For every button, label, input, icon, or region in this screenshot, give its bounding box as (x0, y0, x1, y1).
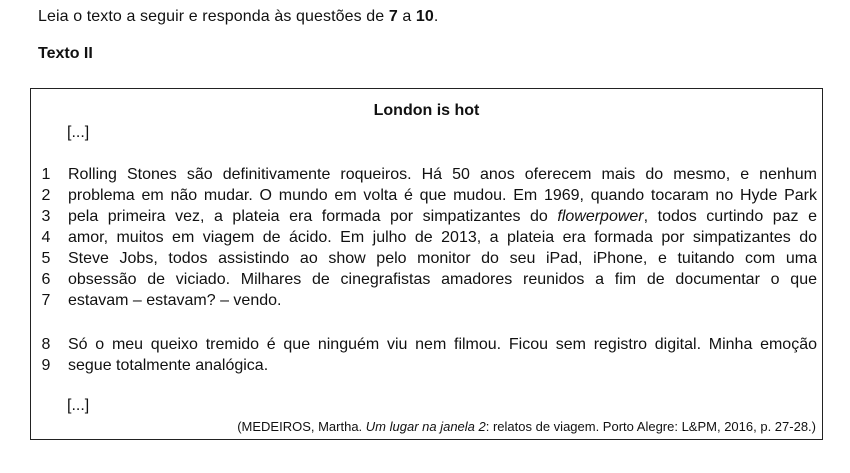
question-from: 7 (388, 8, 398, 25)
line-number: 8 (41, 336, 51, 353)
citation-book-title: Um lugar na janela 2 (365, 419, 486, 434)
line-text: Só o meu queixo tremido é que ninguém viu nem filmou. Ficou sem registro digital. Minha emoção (68, 336, 817, 353)
citation (237, 419, 816, 434)
ellipsis-bottom: [...] (67, 397, 90, 414)
question-to: 10 (415, 8, 434, 25)
italic-term: flowerpower (557, 208, 644, 225)
text-line (39, 206, 817, 227)
text-line (39, 248, 817, 269)
text-line (39, 164, 817, 185)
line-text (68, 206, 817, 227)
line-text: amor, muitos em viagem de ácido. Em julho de 2013, a plateia era formada por simpatizantes do (68, 229, 817, 246)
text-box (30, 88, 823, 440)
text-line (39, 290, 817, 311)
text-line (39, 355, 817, 376)
citation-pre: (MEDEIROS, Martha. (237, 419, 366, 434)
ellipsis-top: [...] (67, 124, 90, 141)
line-text: estavam – estavam? – vendo. (68, 292, 282, 309)
text-line (39, 334, 817, 355)
line-text: Steve Jobs, todos assistindo ao show pelo monitor do seu iPad, iPhone, e tuitando com uma (68, 250, 817, 267)
line-number: 1 (41, 166, 51, 183)
line-text-post: , todos curtindo paz e (643, 208, 817, 225)
text-title: London is hot (373, 102, 480, 119)
line-text-pre: pela primeira vez, a plateia era formada por simpatizantes do (68, 208, 558, 225)
text-line (39, 185, 817, 206)
line-number: 9 (41, 357, 51, 374)
line-number: 7 (41, 292, 51, 309)
line-number: 2 (41, 187, 51, 204)
line-text: problema em não mudar. O mundo em volta é que mudou. Em 1969, quando tocaram no Hyde Park (68, 187, 817, 204)
instruction-text (38, 8, 438, 26)
instruction-mid: a (397, 8, 416, 25)
line-text: segue totalmente analógica. (68, 357, 269, 374)
instruction-suffix: . (433, 8, 439, 25)
line-number: 6 (41, 271, 51, 288)
text-line (39, 269, 817, 290)
line-number: 4 (41, 229, 51, 246)
line-number: 5 (41, 250, 51, 267)
text-line (39, 227, 817, 248)
citation-post: : relatos de viagem. Porto Alegre: L&PM, 2016, p. 27-28.) (485, 419, 816, 434)
line-text: Rolling Stones são definitivamente roqueiros. Há 50 anos oferecem mais do mesmo, e nenhum (68, 166, 817, 183)
line-text: obsessão de viciado. Milhares de cinegrafistas amadores reunidos a fim de documentar o que (68, 271, 817, 288)
instruction-prefix: Leia o texto a seguir e responda às questões de (38, 8, 389, 25)
line-number: 3 (41, 208, 51, 225)
section-heading: Texto II (38, 45, 93, 62)
